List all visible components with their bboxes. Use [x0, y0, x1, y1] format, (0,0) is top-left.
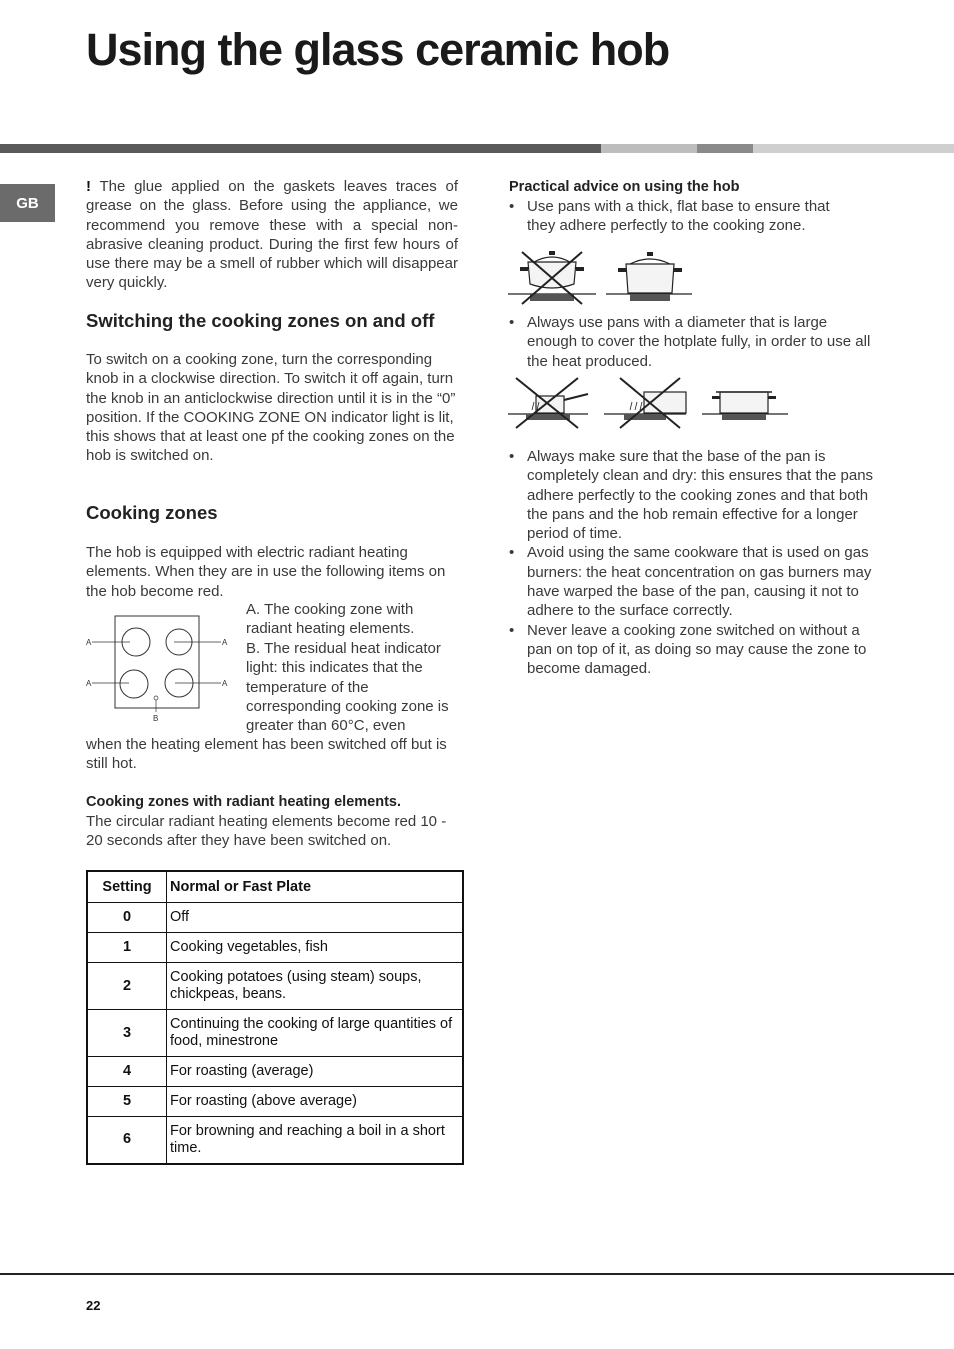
table-row [87, 1117, 463, 1164]
switching-text: To switch on a cooking zone, turn the corresponding knob in a clockwise direction. To switch it off again, turn the knob in an anticlockwise direction until it is in the “0” position. If the COOKING ZONE ON indicator light is lit, this shows that at least one pf the cooking zones on the hob is switched on. [86, 351, 456, 465]
hob-outline [115, 616, 199, 708]
settings-table [86, 870, 464, 1165]
table-cell-use: Off [167, 903, 464, 933]
table-header-setting: Setting [87, 871, 167, 903]
table-header-row [87, 871, 463, 903]
table-cell-use: Continuing the cooking of large quantities of food, minestrone [167, 1010, 464, 1057]
label-a-top-right: A [222, 638, 228, 647]
hob-diagram [84, 612, 234, 724]
language-tab: GB [0, 184, 55, 222]
header-band-light [601, 144, 697, 153]
table-cell-setting: 4 [87, 1057, 167, 1087]
table-header-plate: Normal or Fast Plate [167, 871, 464, 903]
advice-bullet-diameter: • Always use pans with a diameter that is large enough to cover the hotplate fully, in order to use all the heat produced. [509, 313, 879, 371]
offset-pan-wrong-icon [604, 378, 686, 428]
table-cell-use: For browning and reaching a boil in a short time. [167, 1117, 464, 1164]
table-row [87, 933, 463, 963]
zones-item-a: A. The cooking zone with radiant heating elements. [246, 601, 415, 638]
table-cell-setting: 2 [87, 963, 167, 1010]
zones-item-b: B. The residual heat indicator light: this indicates that the temperature of the corresponding cooking zone is greater than 60°C, even [246, 640, 449, 735]
table-cell-use: For roasting (average) [167, 1057, 464, 1087]
table-cell-use: For roasting (above average) [167, 1087, 464, 1117]
advice-bullet-flat-base: • Use pans with a thick, flat base to ensure that they adhere perfectly to the cooking zone. [509, 197, 859, 236]
residual-heat-indicator [154, 696, 158, 700]
table-row [87, 1057, 463, 1087]
footer-rule [0, 1273, 954, 1275]
label-b: B [153, 714, 159, 723]
warning-mark: ! [86, 178, 91, 195]
label-a-bottom-left: A [86, 679, 92, 688]
zone-bottom-left [120, 670, 148, 698]
advice-heading: Practical advice on using the hob [509, 179, 740, 195]
advice-list-1 [509, 197, 859, 236]
table-row [87, 963, 463, 1010]
flat-pan-correct-icon [606, 252, 692, 301]
zones-text: The hob is equipped with electric radiant heating elements. When they are in use the following items on the hob become red. [86, 544, 446, 600]
table-cell-use: Cooking potatoes (using steam) soups, chickpeas, beans. [167, 963, 464, 1010]
covering-pan-correct-icon [702, 392, 788, 420]
header-band-dark [0, 144, 601, 153]
advice-bullet-gas-cookware: • Avoid using the same cookware that is used on gas burners: the heat concentration on gas burners may have warped the base of the pan, causing it not to adhere to the surface correctly. [509, 543, 879, 620]
zones-item-b-continued: when the heating element has been switched off but is still hot. [86, 736, 447, 773]
pan-base-illustration [508, 248, 694, 306]
header-band-pale [753, 144, 954, 153]
intro-text: The glue applied on the gaskets leaves traces of grease on the glass. Before using the appliance, we recommend you remove these with a special non-abrasive cleaning product. During the first few hours of use there may be a smell of rubber which will disappear very quickly. [86, 178, 458, 292]
table-row [87, 1087, 463, 1117]
table-row [87, 1010, 463, 1057]
table-cell-setting: 3 [87, 1010, 167, 1057]
table-cell-setting: 6 [87, 1117, 167, 1164]
small-pan-wrong-icon [508, 378, 588, 428]
warped-pan-wrong-icon [508, 251, 596, 304]
switching-heading: Switching the cooking zones on and off [86, 310, 435, 331]
label-a-top-left: A [86, 638, 92, 647]
table-cell-use: Cooking vegetables, fish [167, 933, 464, 963]
table-row [87, 903, 463, 933]
radiant-heading: Cooking zones with radiant heating elements. [86, 794, 402, 810]
page-title: Using the glass ceramic hob [86, 24, 670, 75]
table-cell-setting: 0 [87, 903, 167, 933]
table-cell-setting: 1 [87, 933, 167, 963]
advice-list-3 [509, 447, 879, 679]
radiant-text: The circular radiant heating elements become red 10 - 20 seconds after they have been switched on. [86, 813, 447, 850]
pan-diameter-illustration [508, 374, 790, 430]
advice-bullet-clean-base: • Always make sure that the base of the pan is completely clean and dry: this ensures that the pans adhere perfectly to the cooking zones and that both the pans and the hob remain effective for a longer period of time. [509, 447, 879, 543]
advice-bullet-no-empty-zone: • Never leave a cooking zone switched on without a pan on top of it, as doing so may cause the zone to become damaged. [509, 621, 879, 679]
label-a-bottom-right: A [222, 679, 228, 688]
intro-paragraph [86, 177, 458, 293]
header-band-mid [697, 144, 753, 153]
page-number: 22 [86, 1298, 101, 1313]
advice-list-2 [509, 313, 879, 371]
zones-heading: Cooking zones [86, 502, 218, 523]
table-cell-setting: 5 [87, 1087, 167, 1117]
